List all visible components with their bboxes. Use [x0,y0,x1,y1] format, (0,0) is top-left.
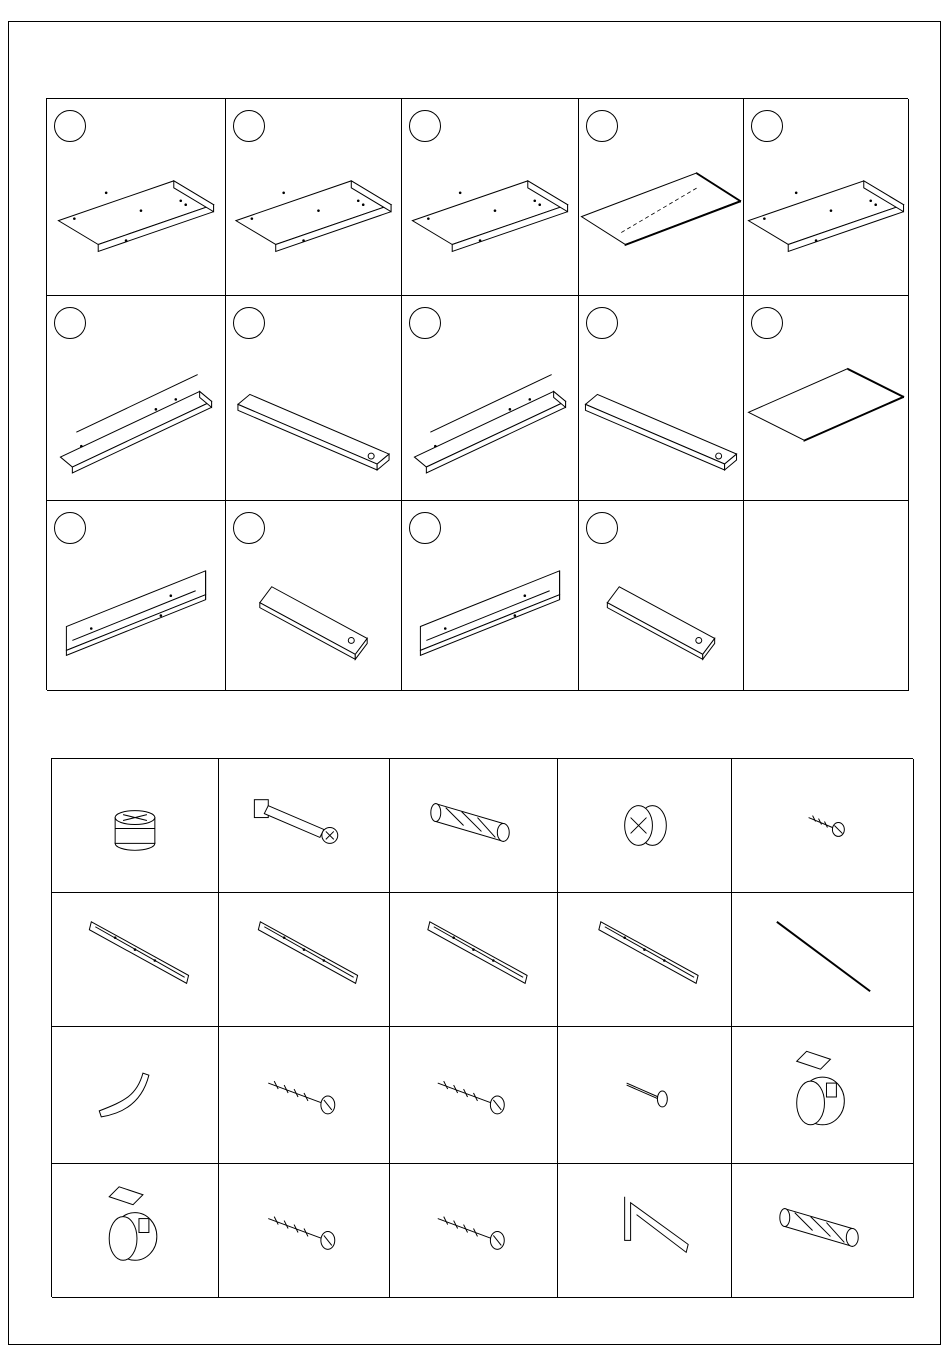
part-number-circle [751,110,783,142]
hardware-cell [219,1164,390,1298]
panel-cell [579,501,744,691]
handle-icon [52,1027,218,1163]
panel-cell [47,501,226,691]
wood-dowel-icon [390,759,557,892]
wood-dowel-icon [732,1164,913,1297]
part-number-circle [409,110,441,142]
panel-cell [47,296,226,501]
hardware-cell [52,1164,219,1298]
hardware-cell [558,1027,732,1164]
panel-cell [226,296,402,501]
small-screw-icon [732,759,913,892]
cam-bolt-icon [219,759,389,892]
panel-cell [744,99,909,296]
drawer-slide-thin-icon [219,893,389,1026]
hardware-cell [390,759,558,893]
hardware-cell [732,1164,914,1298]
hardware-cell [390,893,558,1027]
hardware-cell [558,1164,732,1298]
hardware-cell [219,759,390,893]
panel-cell [226,99,402,296]
part-number-circle [751,307,783,339]
hardware-cell [390,1164,558,1298]
part-number-circle [54,110,86,142]
part-number-circle [586,110,618,142]
cam-lock-icon [52,759,218,892]
panel-cell [579,296,744,501]
panel-cell [47,99,226,296]
nail-icon [558,1027,731,1163]
wood-screw-icon [219,1027,389,1163]
hardware-cell [390,1027,558,1164]
panel-parts-grid [46,98,908,690]
part-number-circle [54,307,86,339]
part-number-circle [409,307,441,339]
allen-key-icon [558,1164,731,1297]
hardware-cell [732,893,914,1027]
panel-cell [744,501,909,691]
hardware-grid [51,758,913,1297]
part-number-circle [233,512,265,544]
caster-wheel-icon [732,1027,913,1163]
hardware-cell [732,1027,914,1164]
drawer-runner-icon [390,893,557,1026]
hardware-cell [52,1027,219,1164]
hardware-cell [558,759,732,893]
panel-cell [744,296,909,501]
metal-rod-icon [732,893,913,1026]
long-thin-screw-icon [390,1164,557,1297]
hardware-cell [52,759,219,893]
part-number-circle [233,110,265,142]
hardware-cell [219,893,390,1027]
panel-cell [402,296,579,501]
panel-cell [226,501,402,691]
part-number-circle [409,512,441,544]
panel-cell [402,99,579,296]
part-number-circle [586,307,618,339]
screw-icon [219,1164,389,1297]
panel-cell [579,99,744,296]
hardware-cell [52,893,219,1027]
hardware-cell [732,759,914,893]
drawer-slide-icon [52,893,218,1026]
drawer-slide-bracket-icon [558,893,731,1026]
caster-wheel-icon [52,1164,218,1297]
cam-lock-side-icon [558,759,731,892]
long-screw-icon [390,1027,557,1163]
part-number-circle [233,307,265,339]
part-number-circle [54,512,86,544]
hardware-cell [558,893,732,1027]
hardware-cell [219,1027,390,1164]
part-number-circle [586,512,618,544]
panel-cell [402,501,579,691]
